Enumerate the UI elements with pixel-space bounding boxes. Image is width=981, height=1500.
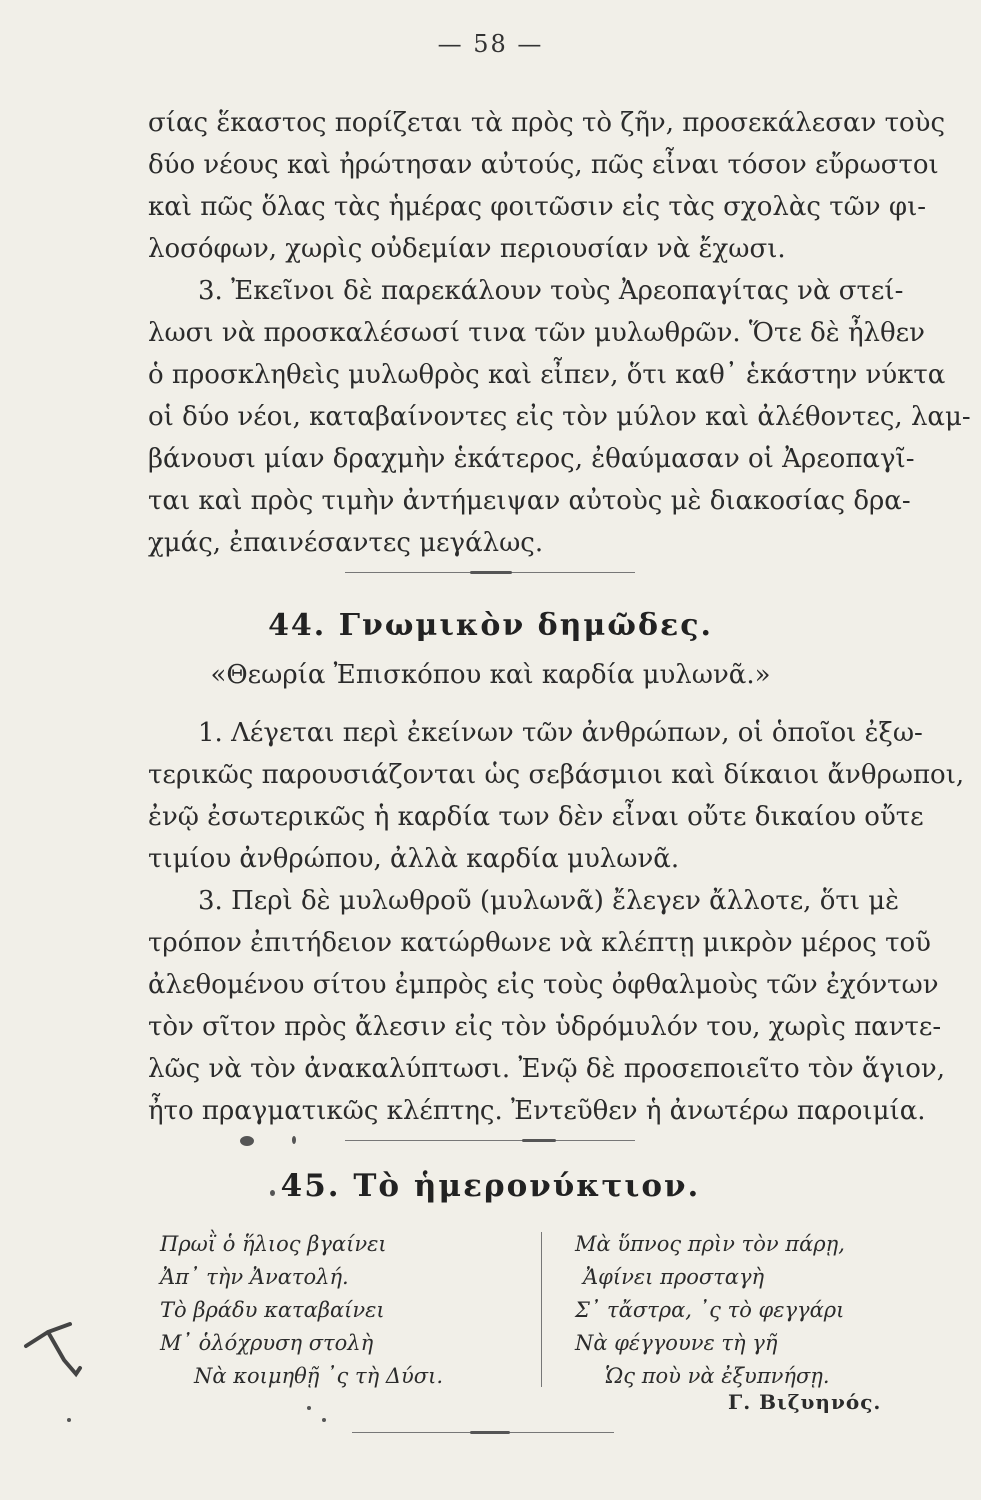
text-line: τερικῶς παρουσιάζονται ὡς σεβάσμιοι καὶ δίκαιοι ἄνθρωποι, [148, 760, 965, 790]
poem-right-stanza [575, 1228, 915, 1393]
poem-line: Σ᾽ τἄστρα, ᾽ς τὸ φεγγάρι [575, 1298, 845, 1322]
text-line: σίας ἕκαστος πορίζεται τὰ πρὸς τὸ ζῆν, προσεκάλεσαν τοὺς [148, 108, 946, 138]
ink-speck [307, 1406, 311, 1410]
section-44-paragraph [148, 712, 965, 1132]
poem-line: Τὸ βράδυ καταβαίνει [160, 1298, 385, 1322]
text-line: λωσι νὰ προσκαλέσωσί τινα τῶν μυλωθρῶν. Ὅτε δὲ ἦλθεν [148, 318, 925, 348]
poem-line: Μ᾽ ὁλόχρυση στολὴ [160, 1331, 374, 1355]
poem-line: Ἀφίνει προσταγὴ [583, 1265, 765, 1289]
section-divider [345, 1140, 635, 1141]
divider-ornament [522, 1139, 556, 1142]
ink-speck [322, 1418, 326, 1422]
text-line: λῶς νὰ τὸν ἀνακαλύπτωσι. Ἐνῷ δὲ προσεποιεῖτο τὸν ἅγιον, [148, 1054, 945, 1084]
poem-line: Νὰ φέγγουνε τὴ γῆ [575, 1331, 778, 1355]
text-line: χμάς, ἐπαινέσαντες μεγάλως. [148, 528, 544, 558]
ink-speck [240, 1136, 254, 1146]
poem-line: Πρωῒ ὁ ἥλιος βγαίνει [160, 1232, 387, 1256]
ink-speck [270, 1190, 275, 1196]
text-line: τὸν σῖτον πρὸς ἄλεσιν εἰς τὸν ὑδρόμυλόν του, χωρὶς παντε- [148, 1012, 942, 1042]
text-line: ται καὶ πρὸς τιμὴν ἀντήμειψαν αὐτοὺς μὲ διακοσίας δρα- [148, 486, 911, 516]
text-line: δύο νέους καὶ ἠρώτησαν αὐτούς, πῶς εἶναι τόσον εὔρωστοι [148, 150, 939, 180]
intro-paragraph [148, 102, 971, 564]
pencil-mark-icon [18, 1300, 98, 1400]
text-line: 3. Περὶ δὲ μυλωθροῦ (μυλωνᾶ) ἔλεγεν ἄλλοτε, ὅτι μὲ [198, 886, 900, 916]
page-number: — 58 — [437, 30, 544, 58]
text-line: ἀλεθομένου σίτου ἐμπρὸς εἰς τοὺς ὀφθαλμοὺς τῶν ἐχόντων [148, 970, 939, 1000]
poem-line: Νὰ κοιμηθῇ ᾽ς τὴ Δύσι. [194, 1364, 443, 1388]
section-44-title: 44. Γνωμικὸν δημῶδες. [268, 608, 713, 643]
ink-speck [292, 1136, 296, 1144]
poem-line: Μὰ ὕπνος πρὶν τὸν πάρῃ, [575, 1232, 845, 1256]
text-line: λοσόφων, χωρὶς οὐδεμίαν περιουσίαν νὰ ἔχωσι. [148, 234, 786, 264]
text-line: τρόπον ἐπιτήδειον κατώρθωνε νὰ κλέπτῃ μικρὸν μέρος τοῦ [148, 928, 931, 958]
text-line: ἐνῷ ἐσωτερικῶς ἡ καρδία των δὲν εἶναι οὔτε δικαίου οὔτε [148, 802, 924, 832]
poem-column-divider [541, 1232, 542, 1387]
text-line: 3. Ἐκεῖνοι δὲ παρεκάλουν τοὺς Ἀρεοπαγίτας νὰ στεί- [198, 276, 904, 306]
text-line: ἦτο πραγματικῶς κλέπτης. Ἐντεῦθεν ἡ ἀνωτέρω παροιμία. [148, 1096, 926, 1126]
text-line: βάνουσι μίαν δραχμὴν ἑκάτερος, ἐθαύμασαν οἱ Ἀρεοπαγῖ- [148, 444, 915, 474]
poem-line: Ὡς ποὺ νὰ ἐξυπνήσῃ. [605, 1364, 830, 1388]
poem-left-stanza [160, 1228, 520, 1393]
text-line: οἱ δύο νέοι, καταβαίνοντες εἰς τὸν μύλον καὶ ἀλέθοντες, λαμ- [148, 402, 971, 432]
divider-ornament [470, 1431, 510, 1434]
text-line: ὁ προσκληθεὶς μυλωθρὸς καὶ εἶπεν, ὅτι καθ᾽ ἑκάστην νύκτα [148, 360, 946, 390]
divider-ornament [470, 571, 512, 574]
text-line: τιμίου ἀνθρώπου, ἀλλὰ καρδία μυλωνᾶ. [148, 844, 680, 874]
ink-speck [67, 1418, 71, 1422]
poem-author: Γ. Βιζυηνός. [728, 1390, 882, 1414]
section-44-subtitle: «Θεωρία Ἐπισκόπου καὶ καρδία μυλωνᾶ.» [210, 660, 771, 690]
poem-line: Ἀπ᾽ τὴν Ἀνατολή. [160, 1265, 349, 1289]
section-45-title: 45. Τὸ ἡμερονύκτιον. [280, 1168, 701, 1204]
text-line: 1. Λέγεται περὶ ἐκείνων τῶν ἀνθρώπων, οἱ ὁποῖοι ἐξω- [198, 718, 923, 748]
text-line: καὶ πῶς ὅλας τὰς ἡμέρας φοιτῶσιν εἰς τὰς σχολὰς τῶν φι- [148, 192, 927, 222]
